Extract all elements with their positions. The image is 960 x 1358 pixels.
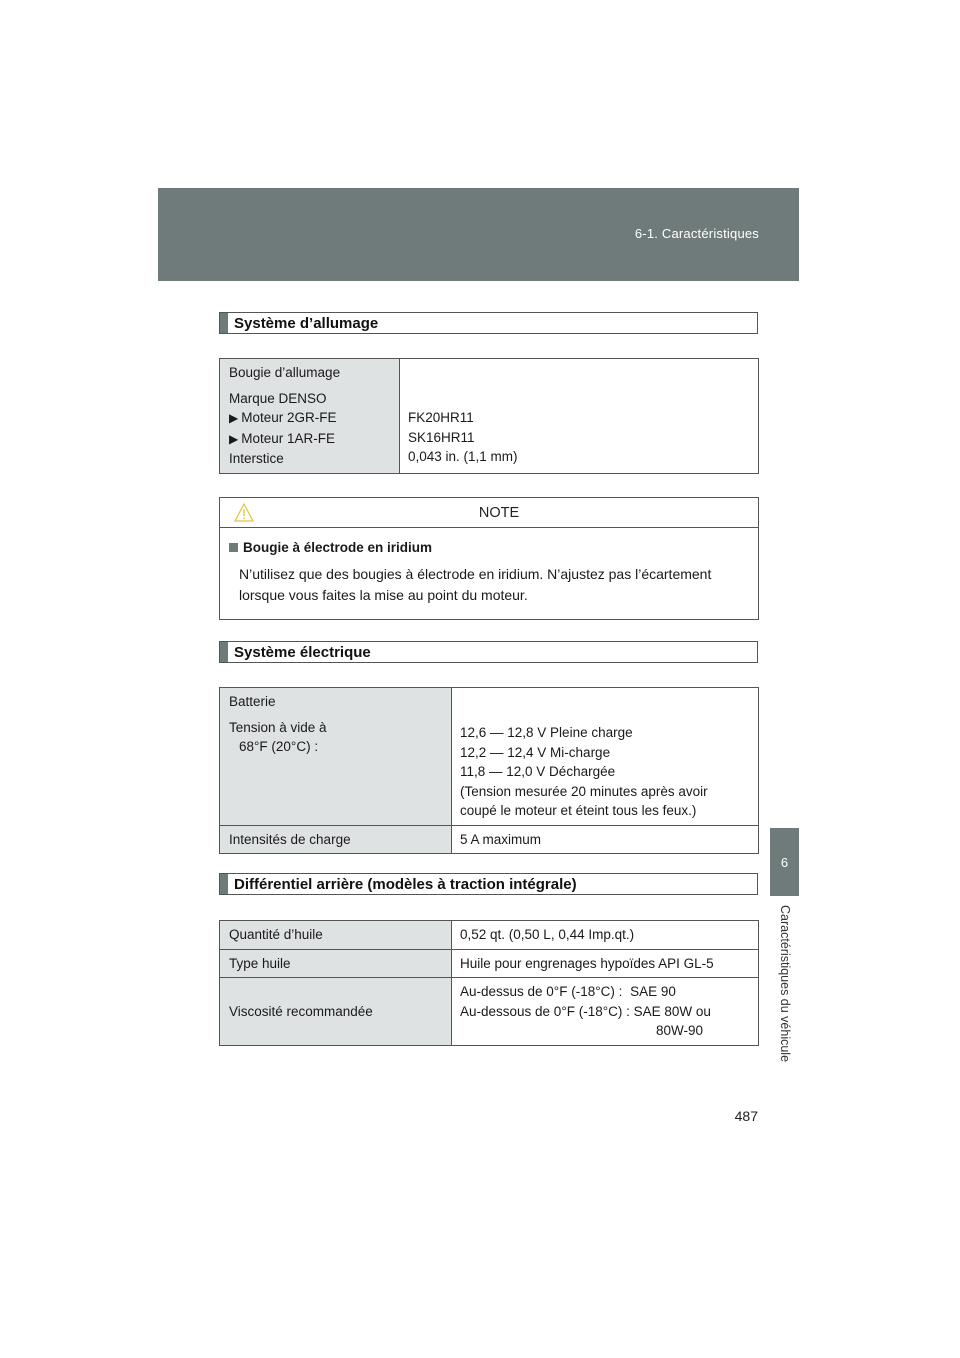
value-line: 12,6 — 12,8 V Pleine charge — [460, 725, 633, 740]
section-title: Système électrique — [234, 643, 371, 661]
note-box — [219, 497, 759, 620]
table-value-cell — [452, 978, 759, 1046]
table-label-cell — [220, 359, 400, 474]
section-title: Système d’allumage — [234, 314, 379, 332]
note-heading: NOTE — [478, 504, 520, 521]
section-accent — [220, 642, 228, 662]
section-title: Différentiel arrière (modèles à traction intégrale) — [234, 875, 577, 893]
value-line — [460, 982, 750, 1002]
viscosity-condition: Au-dessus de 0°F (-18°C) : — [460, 984, 623, 999]
differential-table — [219, 920, 759, 1046]
table-label-cell: Type huile — [220, 949, 452, 978]
label-line: Marque DENSO — [229, 390, 327, 406]
triangle-bullet-icon: ▶ — [229, 411, 239, 425]
table-row — [220, 949, 759, 978]
note-subtitle-text: Bougie à électrode en iridium — [243, 540, 433, 555]
table-label-cell: Intensités de charge — [220, 825, 452, 854]
chapter-title: 6-1. Caractéristiques — [634, 226, 759, 241]
chapter-side-label: Caractéristiques du véhicule — [778, 905, 792, 1063]
value-line: SK16HR11 — [408, 429, 475, 445]
note-header — [220, 498, 758, 528]
value-line: FK20HR11 — [408, 410, 474, 425]
section-accent — [220, 313, 228, 333]
table-label-cell: Viscosité recommandée — [220, 978, 452, 1046]
ignition-table — [219, 358, 759, 474]
viscosity-grade: SAE 90 — [630, 984, 676, 999]
label-line: Tension à vide à — [229, 719, 327, 735]
triangle-bullet-icon: ▶ — [229, 431, 239, 446]
label-text: Moteur 1AR-FE — [241, 430, 336, 446]
table-label-cell — [220, 688, 452, 826]
table-value-cell: 5 A maximum — [452, 825, 759, 854]
section-differential — [219, 873, 758, 895]
table-row — [220, 921, 759, 950]
page-number: 487 — [734, 1108, 758, 1124]
table-row — [220, 688, 759, 826]
label-line: Interstice — [229, 451, 284, 466]
label-line — [229, 408, 391, 429]
label-line: 68°F (20°C) : — [239, 739, 319, 754]
value-line: 0,043 in. (1,1 mm) — [408, 449, 518, 464]
value-line: 80W-90 — [656, 1023, 704, 1038]
viscosity-grade: SAE 80W ou — [633, 1003, 711, 1019]
note-body: N’utilisez que des bougies à électrode en iridium. N’ajustez pas l’écartement lorsque vous faites la mise au point du moteur. — [239, 566, 712, 603]
value-line: 11,8 — 12,0 V Déchargée — [460, 764, 616, 779]
chapter-tab: 6 — [770, 828, 799, 896]
electrical-table — [219, 687, 759, 854]
table-row — [220, 978, 759, 1046]
value-line — [460, 1002, 750, 1022]
table-value-cell: Huile pour engrenages hypoïdes API GL-5 — [452, 949, 759, 978]
viscosity-condition: Au-dessous de 0°F (-18°C) : — [460, 1003, 630, 1019]
table-value-cell — [452, 688, 759, 826]
value-line: coupé le moteur et éteint tous les feux.) — [460, 803, 697, 818]
table-row — [220, 359, 759, 474]
warning-triangle-icon — [234, 503, 254, 522]
table-value-cell — [400, 359, 759, 474]
section-ignition — [219, 312, 758, 334]
value-line: (Tension mesurée 20 minutes après avoir — [460, 783, 708, 799]
section-electrical — [219, 641, 758, 663]
square-bullet-icon — [229, 543, 238, 552]
label-text: Moteur 2GR-FE — [241, 410, 337, 425]
page-header — [158, 188, 799, 281]
label-line: Batterie — [229, 694, 276, 709]
value-line: 12,2 — 12,4 V Mi-charge — [460, 744, 611, 760]
section-accent — [220, 874, 228, 894]
table-label-cell: Quantité d’huile — [220, 921, 452, 950]
table-row — [220, 825, 759, 854]
note-subtitle — [229, 540, 432, 555]
label-line: Bougie d’allumage — [229, 365, 341, 380]
label-line — [229, 429, 391, 450]
table-value-cell: 0,52 qt. (0,50 L, 0,44 Imp.qt.) — [452, 921, 759, 950]
